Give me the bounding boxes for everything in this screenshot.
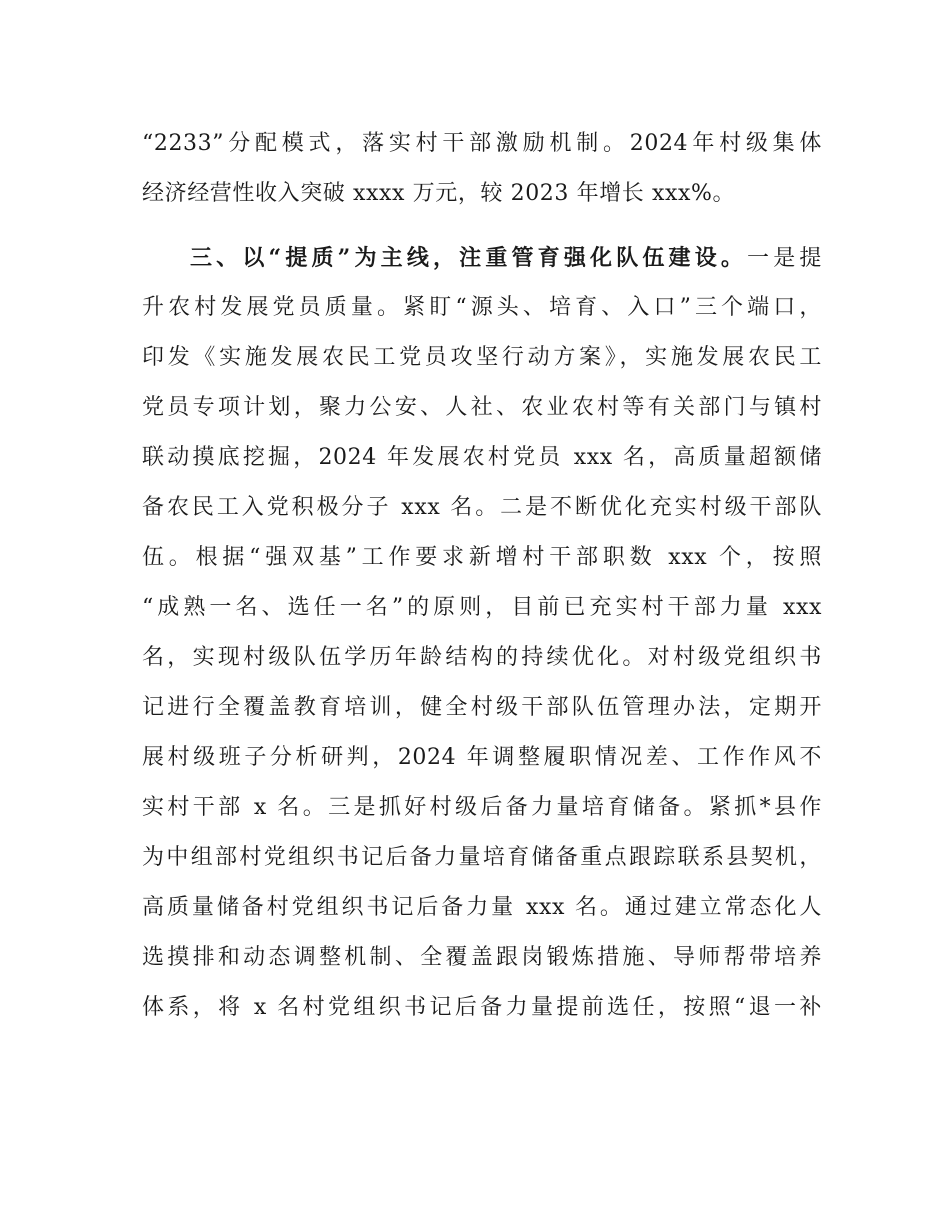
paragraph-2-line-1 (190, 238, 822, 278)
paragraph-2-line-4: 党员专项计划，聚力公安、人社、农业农村等有关部门与镇村 (142, 395, 822, 420)
paragraph-2-line-13: 为中组部村党组织书记后备力量培育储备重点跟踪联系县契机， (142, 845, 822, 870)
paragraph-2-line-8: “成熟一名、选任一名”的原则，目前已充实村干部力量 xxx (142, 595, 822, 620)
paragraph-2-line-6: 备农民工入党积极分子 xxx 名。二是不断优化充实村级干部队 (142, 495, 822, 520)
paragraph-2-line-11: 展村级班子分析研判，2024 年调整履职情况差、工作作风不 (142, 745, 822, 770)
paragraph-2-line-15: 选摸排和动态调整机制、全覆盖跟岗锻炼措施、导师帮带培养 (142, 945, 822, 970)
paragraph-2-line-3: 印发《实施发展农民工党员攻坚行动方案》，实施发展农民工 (142, 345, 822, 370)
paragraph-2-line-9: 名，实现村级队伍学历年龄结构的持续优化。对村级党组织书 (142, 645, 822, 670)
paragraph-2-line-7: 伍。根据“强双基”工作要求新增村干部职数 xxx 个，按照 (142, 545, 822, 570)
paragraph-1-line-1: “2233”分配模式，落实村干部激励机制。2024年村级集体 (142, 131, 822, 156)
paragraph-2-line-14: 高质量储备村党组织书记后备力量 xxx 名。通过建立常态化人 (142, 895, 822, 920)
paragraph-2-line-12: 实村干部 x 名。三是抓好村级后备力量培育储备。紧抓*县作 (142, 795, 822, 820)
paragraph-2-line-2: 升农村发展党员质量。紧盯“源头、培育、入口”三个端口， (142, 295, 822, 320)
paragraph-2-line-5: 联动摸底挖掘，2024 年发展农村党员 xxx 名，高质量超额储 (142, 445, 822, 470)
paragraph-2-line-10: 记进行全覆盖教育培训，健全村级干部队伍管理办法，定期开 (142, 695, 822, 720)
paragraph-2-line-1-rest: 一是提 (747, 246, 822, 271)
paragraph-1-line-2: 经济经营性收入突破 xxxx 万元，较 2023 年增长 xxx%。 (142, 181, 736, 206)
paragraph-2-line-16: 体系，将 x 名村党组织书记后备力量提前选任，按照“退一补 (142, 995, 822, 1020)
section-heading: 三、以“提质”为主线，注重管育强化队伍建设。 (190, 245, 748, 271)
